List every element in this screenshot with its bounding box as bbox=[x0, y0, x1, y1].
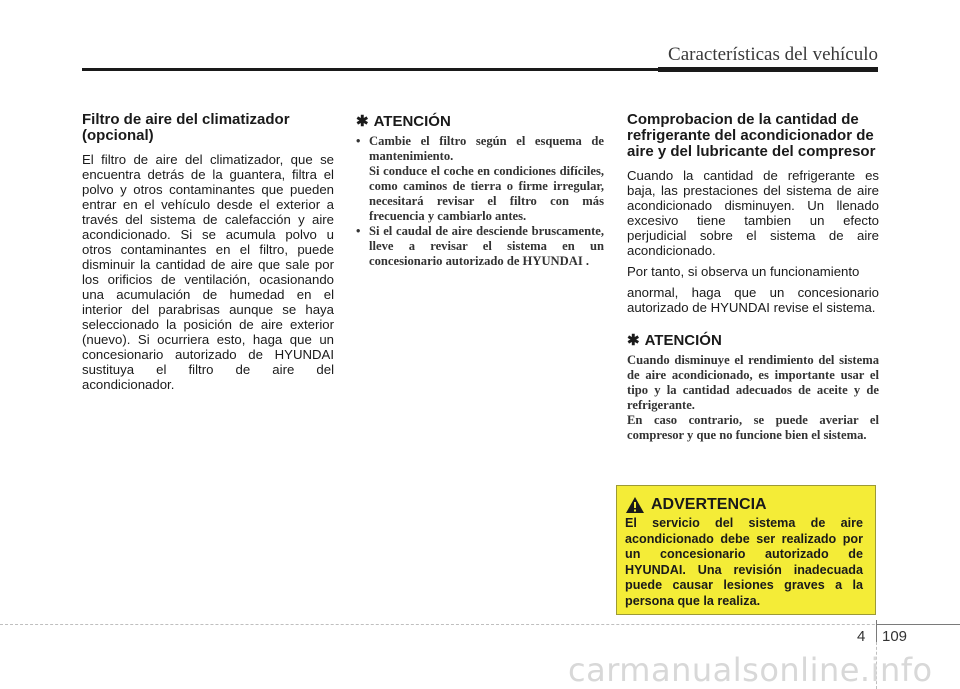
refrigerant-heading: Comprobacion de la cantidad de refrigerante del acondicionador de aire y del lubricante del compresor bbox=[627, 111, 876, 160]
watermark: carmanualsonline.info bbox=[568, 651, 933, 689]
warning-label: ADVERTENCIA bbox=[651, 496, 767, 513]
column-refrigerant bbox=[627, 112, 879, 443]
column-air-filter bbox=[82, 112, 334, 392]
star-cross-icon: ✱ bbox=[356, 113, 369, 130]
attention-heading bbox=[627, 331, 879, 349]
warning-heading bbox=[625, 496, 863, 514]
footer-rule-solid bbox=[876, 624, 960, 625]
attention-heading bbox=[356, 112, 604, 130]
column-attention bbox=[356, 112, 604, 269]
chapter-number: 4 bbox=[857, 628, 866, 645]
star-cross-icon: ✱ bbox=[627, 332, 640, 349]
refrigerant-para-2: Por tanto, si observa un funcionamiento bbox=[627, 264, 860, 279]
air-filter-body: El filtro de aire del climatizador, que se encuentra detrás de la guantera, filtra el polvo y otros contaminantes que pueden entrar en el vehículo desde el exterior a través del sistema de calefacción y aire acondicionado. Si se acumula polvo u otros contaminantes en el filtro, puede disminuir la cantidad de aire que sale por los orificios de ventilación, ocasionando una acumulación de humedad en el interior del parabrisas aunque se haya seleccionado la posición de aire exterior (nuevo). Si ocurriera esto, haga que un concesionario autorizado de HYUNDAI sustituya el filtro de aire del acondicionador. bbox=[82, 152, 334, 392]
list-item-line: Si el caudal de aire desciende bruscamente, lleve a revisar el sistema en un concesionario autorizado de HYUNDAI . bbox=[369, 224, 604, 268]
list-item-line: Cambie el filtro según el esquema de mantenimiento. bbox=[369, 134, 604, 163]
attention-para-1: Cuando disminuye el rendimiento del sistema de aire acondicionado, es importante usar el tipo y la cantidad adecuados de aceite y de refrigerante. bbox=[627, 353, 879, 412]
attention-heading-label: ATENCIÓN bbox=[644, 331, 722, 349]
refrigerant-para-3: anormal, haga que un concesionario autorizado de HYUNDAI revise el sistema. bbox=[627, 285, 879, 315]
list-item bbox=[356, 224, 604, 269]
air-filter-heading: Filtro de aire del climatizador (opcional) bbox=[82, 111, 290, 144]
section-title: Características del vehículo bbox=[668, 44, 878, 65]
bullet: • bbox=[356, 134, 361, 148]
bullet: • bbox=[356, 224, 361, 238]
page-number: 109 bbox=[882, 628, 908, 645]
attention-para-2: En caso contrario, se puede averiar el compresor y que no funcione bien el sistema. bbox=[627, 413, 879, 442]
list-item-line: Si conduce el coche en condiciones difíciles, como caminos de tierra o firme irregular, necesitará revisar el filtro con más frecuencia y cambiarlo antes. bbox=[369, 164, 604, 223]
header-rule bbox=[82, 68, 878, 71]
attention-heading-label: ATENCIÓN bbox=[373, 112, 451, 130]
attention-list bbox=[356, 134, 604, 269]
warning-triangle-icon bbox=[625, 496, 645, 514]
footer-rule bbox=[0, 624, 960, 625]
page-divider bbox=[876, 620, 877, 642]
warning-box bbox=[616, 485, 876, 615]
list-item bbox=[356, 134, 604, 224]
refrigerant-para-1: Cuando la cantidad de refrigerante es baja, las prestaciones del sistema de aire acondicionado disminuyen. Un llenado excesivo tiene tambien un efecto perjudicial sobre el sistema de aire acondicionado. bbox=[627, 168, 879, 258]
warning-text: El servicio del sistema de aire acondicionado debe ser realizado por un concesionario autorizado de HYUNDAI. Una revisión inadecuada puede causar lesiones graves a la persona que la realiza. bbox=[625, 516, 863, 608]
